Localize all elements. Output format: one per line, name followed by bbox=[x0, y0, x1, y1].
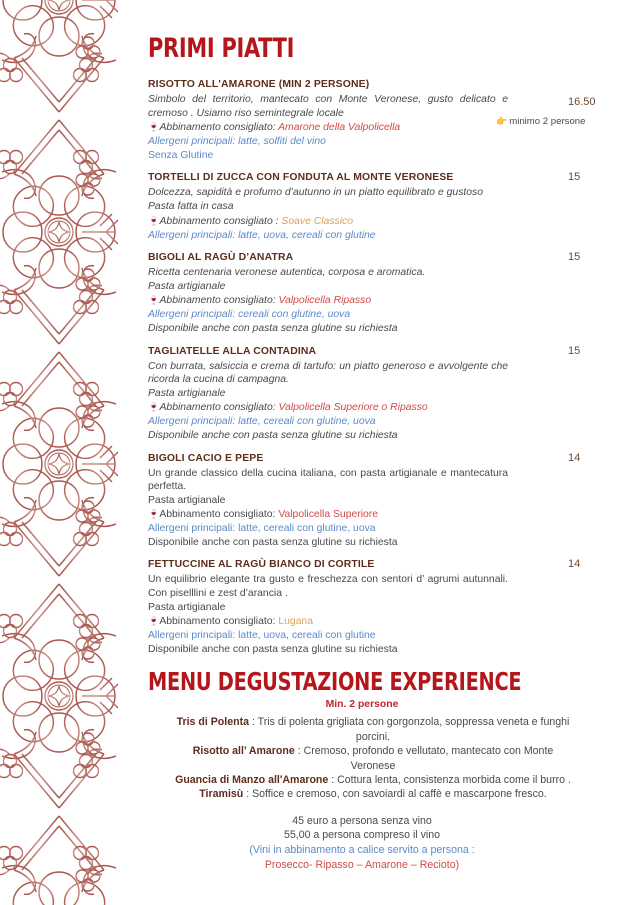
tasting-course-description: Soffice e cremoso, con savoiardi al caffè e mascarpone fresco. bbox=[252, 788, 547, 801]
dish-allergens: Allergeni principali: latte, uova, cereali con glutine bbox=[148, 630, 376, 642]
tasting-course-name: Guancia di Manzo all'Amarone bbox=[175, 774, 329, 787]
dish-description: Dolcezza, sapidità e profumo d’autunno in un piatto equilibrato e gustoso bbox=[148, 187, 484, 199]
dish-pasta-note: Pasta artigianale bbox=[148, 601, 226, 613]
pairing-wine-name: Valpolicella Superiore bbox=[278, 509, 379, 521]
dish-item bbox=[148, 345, 620, 443]
wine-glass-icon: 🍷 bbox=[148, 402, 160, 413]
pairing-wine-name: Amarone della Valpolicella bbox=[278, 122, 401, 134]
dish-body bbox=[148, 171, 508, 242]
tasting-course-name: Risotto all’ Amarone bbox=[192, 745, 295, 758]
dish-price: 15 bbox=[568, 251, 581, 264]
dish-body bbox=[148, 345, 508, 443]
ornament-repeat-1 bbox=[0, 0, 118, 118]
ornament-repeat-4 bbox=[0, 578, 118, 814]
dish-name: TORTELLI DI ZUCCA CON FONDUTA AL MONTE VERONESE bbox=[148, 172, 454, 184]
dish-allergens: Allergeni principali: latte, cereali con glutine, uova bbox=[148, 523, 376, 535]
tasting-course-separator: : bbox=[294, 745, 304, 758]
dish-pasta-note: Pasta fatta in casa bbox=[148, 200, 234, 212]
dish-allergens: Allergeni principali: latte, cereali con glutine, uova bbox=[148, 416, 376, 428]
wine-glass-icon: 🍷 bbox=[148, 616, 160, 627]
dish-description: Un equilibrio elegante tra gusto e freschezza con sentori d’ agrumi autunnali. Con piselllini e zest d’arancia . bbox=[148, 574, 508, 600]
pairing-wine-name: Soave Classico bbox=[281, 215, 354, 227]
dish-allergens: Allergeni principali: latte, solfiti del vino bbox=[148, 136, 326, 148]
tasting-course-name: Tris di Polenta bbox=[176, 716, 250, 729]
dish-pairing bbox=[148, 507, 508, 522]
tasting-course-separator: : bbox=[243, 788, 253, 801]
dish-pasta-note: Pasta artigianale bbox=[148, 494, 226, 506]
pairing-label: Abbinamento consigliato: bbox=[157, 295, 279, 307]
dish-body bbox=[148, 78, 508, 162]
dish-gluten-free-note: Disponibile anche con pasta senza glutine su richiesta bbox=[148, 322, 398, 334]
wine-glass-icon: 🍷 bbox=[148, 122, 160, 133]
dish-item bbox=[148, 452, 620, 550]
tasting-course-separator: : bbox=[249, 716, 258, 729]
ornament-svg bbox=[0, 0, 118, 905]
dish-item bbox=[148, 251, 620, 335]
dish-body bbox=[148, 452, 508, 550]
dish-price: 16.50 bbox=[568, 96, 596, 108]
tasting-course bbox=[148, 787, 620, 801]
pairing-label: Abbinamento consigliato: bbox=[157, 616, 279, 628]
dish-description: Un grande classico della cucina italiana, con pasta artigianale e mantecatura perfetta. bbox=[148, 467, 508, 493]
dish-body bbox=[148, 558, 508, 656]
decorative-border-ornament bbox=[0, 0, 118, 905]
wine-glass-icon: 🍷 bbox=[148, 509, 160, 520]
dish-pasta-note: Pasta artigianale bbox=[148, 280, 226, 292]
tasting-course-description: Cremoso, profondo e vellutato, mantecato con Monte Veronese bbox=[303, 745, 554, 772]
dish-name: BIGOLI AL RAGÙ D’ANATRA bbox=[148, 252, 294, 264]
wine-glass-icon: 🍷 bbox=[148, 215, 160, 226]
ornament-repeat-2 bbox=[0, 114, 118, 350]
dish-price: 14 bbox=[568, 451, 581, 464]
dish-pairing bbox=[148, 293, 508, 308]
ornament-repeat-3 bbox=[0, 346, 118, 582]
dish-pairing bbox=[148, 400, 508, 415]
tasting-course-name: Tiramisù bbox=[199, 788, 244, 801]
dish-list bbox=[148, 78, 620, 656]
pairing-label: Abbinamento consigliato: bbox=[157, 509, 279, 521]
tasting-price-line: 45 euro a persona senza vino bbox=[292, 814, 432, 827]
pointing-hand-icon: 👉 bbox=[496, 116, 508, 126]
tasting-price-line: (Vini in abbinamento a calice servito a persona : bbox=[249, 844, 475, 857]
dish-description: Con burrata, salsiccia e crema di tartufo: un piatto generoso e avvolgente che ricorda la cucina di campagna. bbox=[148, 360, 508, 386]
dish-minimum-note bbox=[496, 116, 636, 127]
dish-gluten-free-note: Disponibile anche con pasta senza glutine su richiesta bbox=[148, 536, 398, 548]
pairing-wine-name: Valpolicella Superiore o Ripasso bbox=[278, 402, 428, 414]
dish-name: FETTUCCINE AL RAGÙ BIANCO DI CORTILE bbox=[148, 559, 375, 571]
wine-glass-icon: 🍷 bbox=[148, 295, 160, 306]
pairing-label: Abbinamento consigliato: bbox=[157, 122, 279, 134]
pairing-wine-name: Valpolicella Ripasso bbox=[278, 295, 372, 307]
pairing-wine-name: Lugana bbox=[278, 616, 313, 628]
tasting-price-line: 55,00 a persona compreso il vino bbox=[283, 829, 441, 842]
dish-body bbox=[148, 251, 508, 335]
dish-price: 15 bbox=[568, 171, 581, 184]
ornament-repeat-5 bbox=[0, 810, 118, 905]
dish-gluten-free-note: Disponibile anche con pasta senza glutine su richiesta bbox=[148, 429, 398, 441]
dish-item bbox=[148, 78, 620, 162]
tasting-menu-course-list bbox=[148, 715, 620, 801]
dish-name: BIGOLI CACIO E PEPE bbox=[148, 452, 264, 464]
menu-content bbox=[148, 0, 620, 905]
tasting-course-separator: : bbox=[328, 774, 338, 787]
dish-allergens: Allergeni principali: latte, uova, cereali con glutine bbox=[148, 229, 376, 241]
dish-gluten-free-note: Disponibile anche con pasta senza glutine su richiesta bbox=[148, 643, 398, 655]
pairing-label: Abbinamento consigliato: bbox=[157, 402, 279, 414]
dish-pairing bbox=[148, 614, 508, 629]
tasting-course-description: Cottura lenta, consistenza morbida come il burro . bbox=[337, 774, 571, 787]
tasting-course bbox=[148, 715, 620, 744]
dish-name: TAGLIATELLE ALLA CONTADINA bbox=[148, 345, 317, 357]
dish-gluten-free-note: Senza Glutine bbox=[148, 149, 214, 161]
dish-pasta-note: Pasta artigianale bbox=[148, 387, 226, 399]
tasting-menu-min-persons: Min. 2 persone bbox=[325, 699, 399, 711]
dish-pairing bbox=[148, 120, 508, 135]
tasting-menu-pricing bbox=[148, 814, 620, 872]
tasting-course bbox=[148, 773, 620, 787]
dish-item bbox=[148, 171, 620, 242]
dish-price: 15 bbox=[568, 344, 581, 357]
tasting-menu-title: MENU DEGUSTAZIONE EXPERIENCE bbox=[148, 667, 522, 697]
dish-name: RISOTTO ALL'AMARONE (MIN 2 PERSONE) bbox=[148, 79, 370, 90]
dish-allergens: Allergeni principali: cereali con glutine, uova bbox=[148, 309, 351, 321]
tasting-course bbox=[148, 744, 620, 773]
dish-minimum-note-text: minimo 2 persone bbox=[509, 116, 586, 127]
dish-description: Ricetta centenaria veronese autentica, corposa e aromatica. bbox=[148, 267, 426, 279]
page-title: PRIMI PIATTI bbox=[148, 33, 295, 64]
dish-description: Simbolo del territorio, mantecato con Monte Veronese, gusto delicato e cremoso . Usiamo riso semintegrale locale bbox=[148, 94, 508, 119]
dish-item bbox=[148, 558, 620, 656]
dish-price: 14 bbox=[568, 558, 581, 571]
tasting-price-line: Prosecco- Ripasso – Amarone – Recioto) bbox=[264, 858, 460, 871]
dish-pairing bbox=[148, 214, 508, 229]
pairing-label: Abbinamento consigliato : bbox=[157, 215, 282, 227]
tasting-menu-section bbox=[148, 668, 620, 872]
tasting-course-description: Tris di polenta grigliata con gorgonzola, soppressa veneta e funghi porcini. bbox=[257, 716, 570, 743]
